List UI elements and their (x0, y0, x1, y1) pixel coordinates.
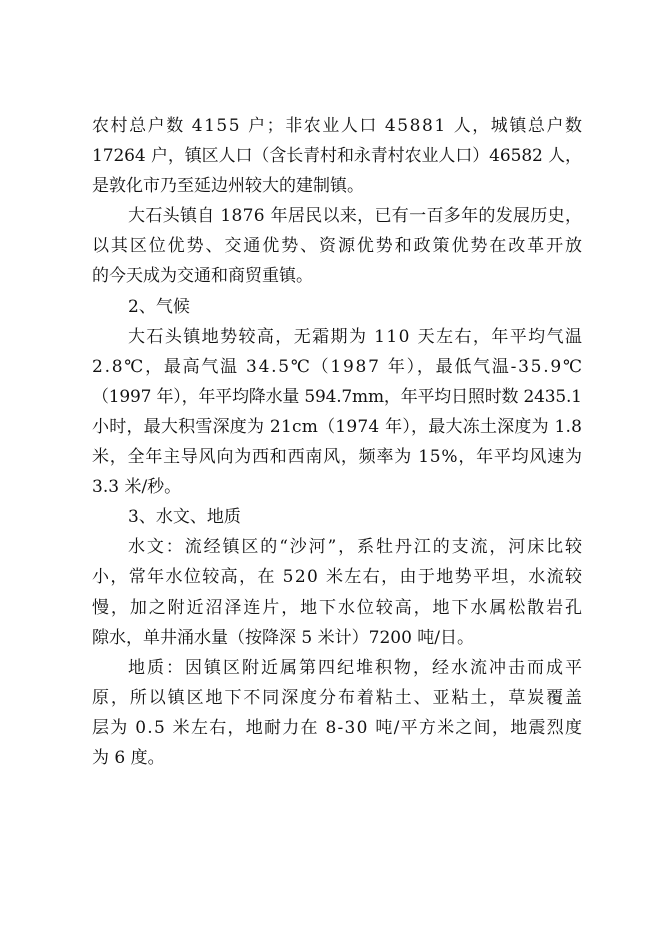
text-line: 3、水文、地质 (128, 507, 241, 528)
text-line: 2.8℃，最高气温 34.5℃（1987 年），最低气温-35.9℃ (92, 356, 584, 377)
text-line: 小时，最大积雪深度为 21cm（1974 年），最大冻土深度为 1.8 (92, 416, 583, 437)
text-line: 大石头镇地势较高，无霜期为 110 天左右，年平均气温 (128, 326, 584, 347)
text-line: 17264 户，镇区人口（含长青村和永青村农业人口）46582 人， (92, 146, 582, 167)
text-line: 大石头镇自 1876 年居民以来，已有一百多年的发展历史， (128, 206, 583, 227)
text-line: 小，常年水位较高，在 520 米左右，由于地势平坦，水流较 (92, 567, 584, 588)
text-line: 3.3 米/秒。 (92, 477, 182, 498)
text-line: 的今天成为交通和商贸重镇。 (92, 266, 313, 287)
text-line: 慢，加之附近沼泽连片，地下水位较高，地下水属松散岩孔 (92, 597, 584, 618)
body-text (92, 111, 582, 773)
text-line: 是敦化市乃至延边州较大的建制镇。 (92, 176, 364, 197)
text-line: 层为 0.5 米左右，地耐力在 8-30 吨/平方米之间，地震烈度 (92, 717, 584, 738)
text-line: 隙水，单井涌水量（按降深 5 米计）7200 吨/日。 (92, 627, 475, 648)
text-line: 2、气候 (128, 296, 190, 317)
text-line: 地质：因镇区附近属第四纪堆积物，经水流冲击而成平 (128, 657, 584, 678)
text-line: 水文：流经镇区的“沙河”，系牡丹江的支流，河床比较 (128, 537, 584, 558)
text-line: 为 6 度。 (92, 747, 165, 768)
text-line: 原，所以镇区地下不同深度分布着粘土、亚粘土，草炭覆盖 (92, 687, 584, 708)
text-line: 农村总户数 4155 户；非农业人口 45881 人，城镇总户数 (92, 116, 584, 136)
text-line: 米，全年主导风向为西和西南风，频率为 15%，年平均风速为 (92, 447, 583, 468)
text-line: 以其区位优势、交通优势、资源优势和政策优势在改革开放 (92, 236, 584, 257)
text-line: （1997 年），年平均降水量 594.7mm，年平均日照时数 2435.1 (92, 386, 582, 407)
